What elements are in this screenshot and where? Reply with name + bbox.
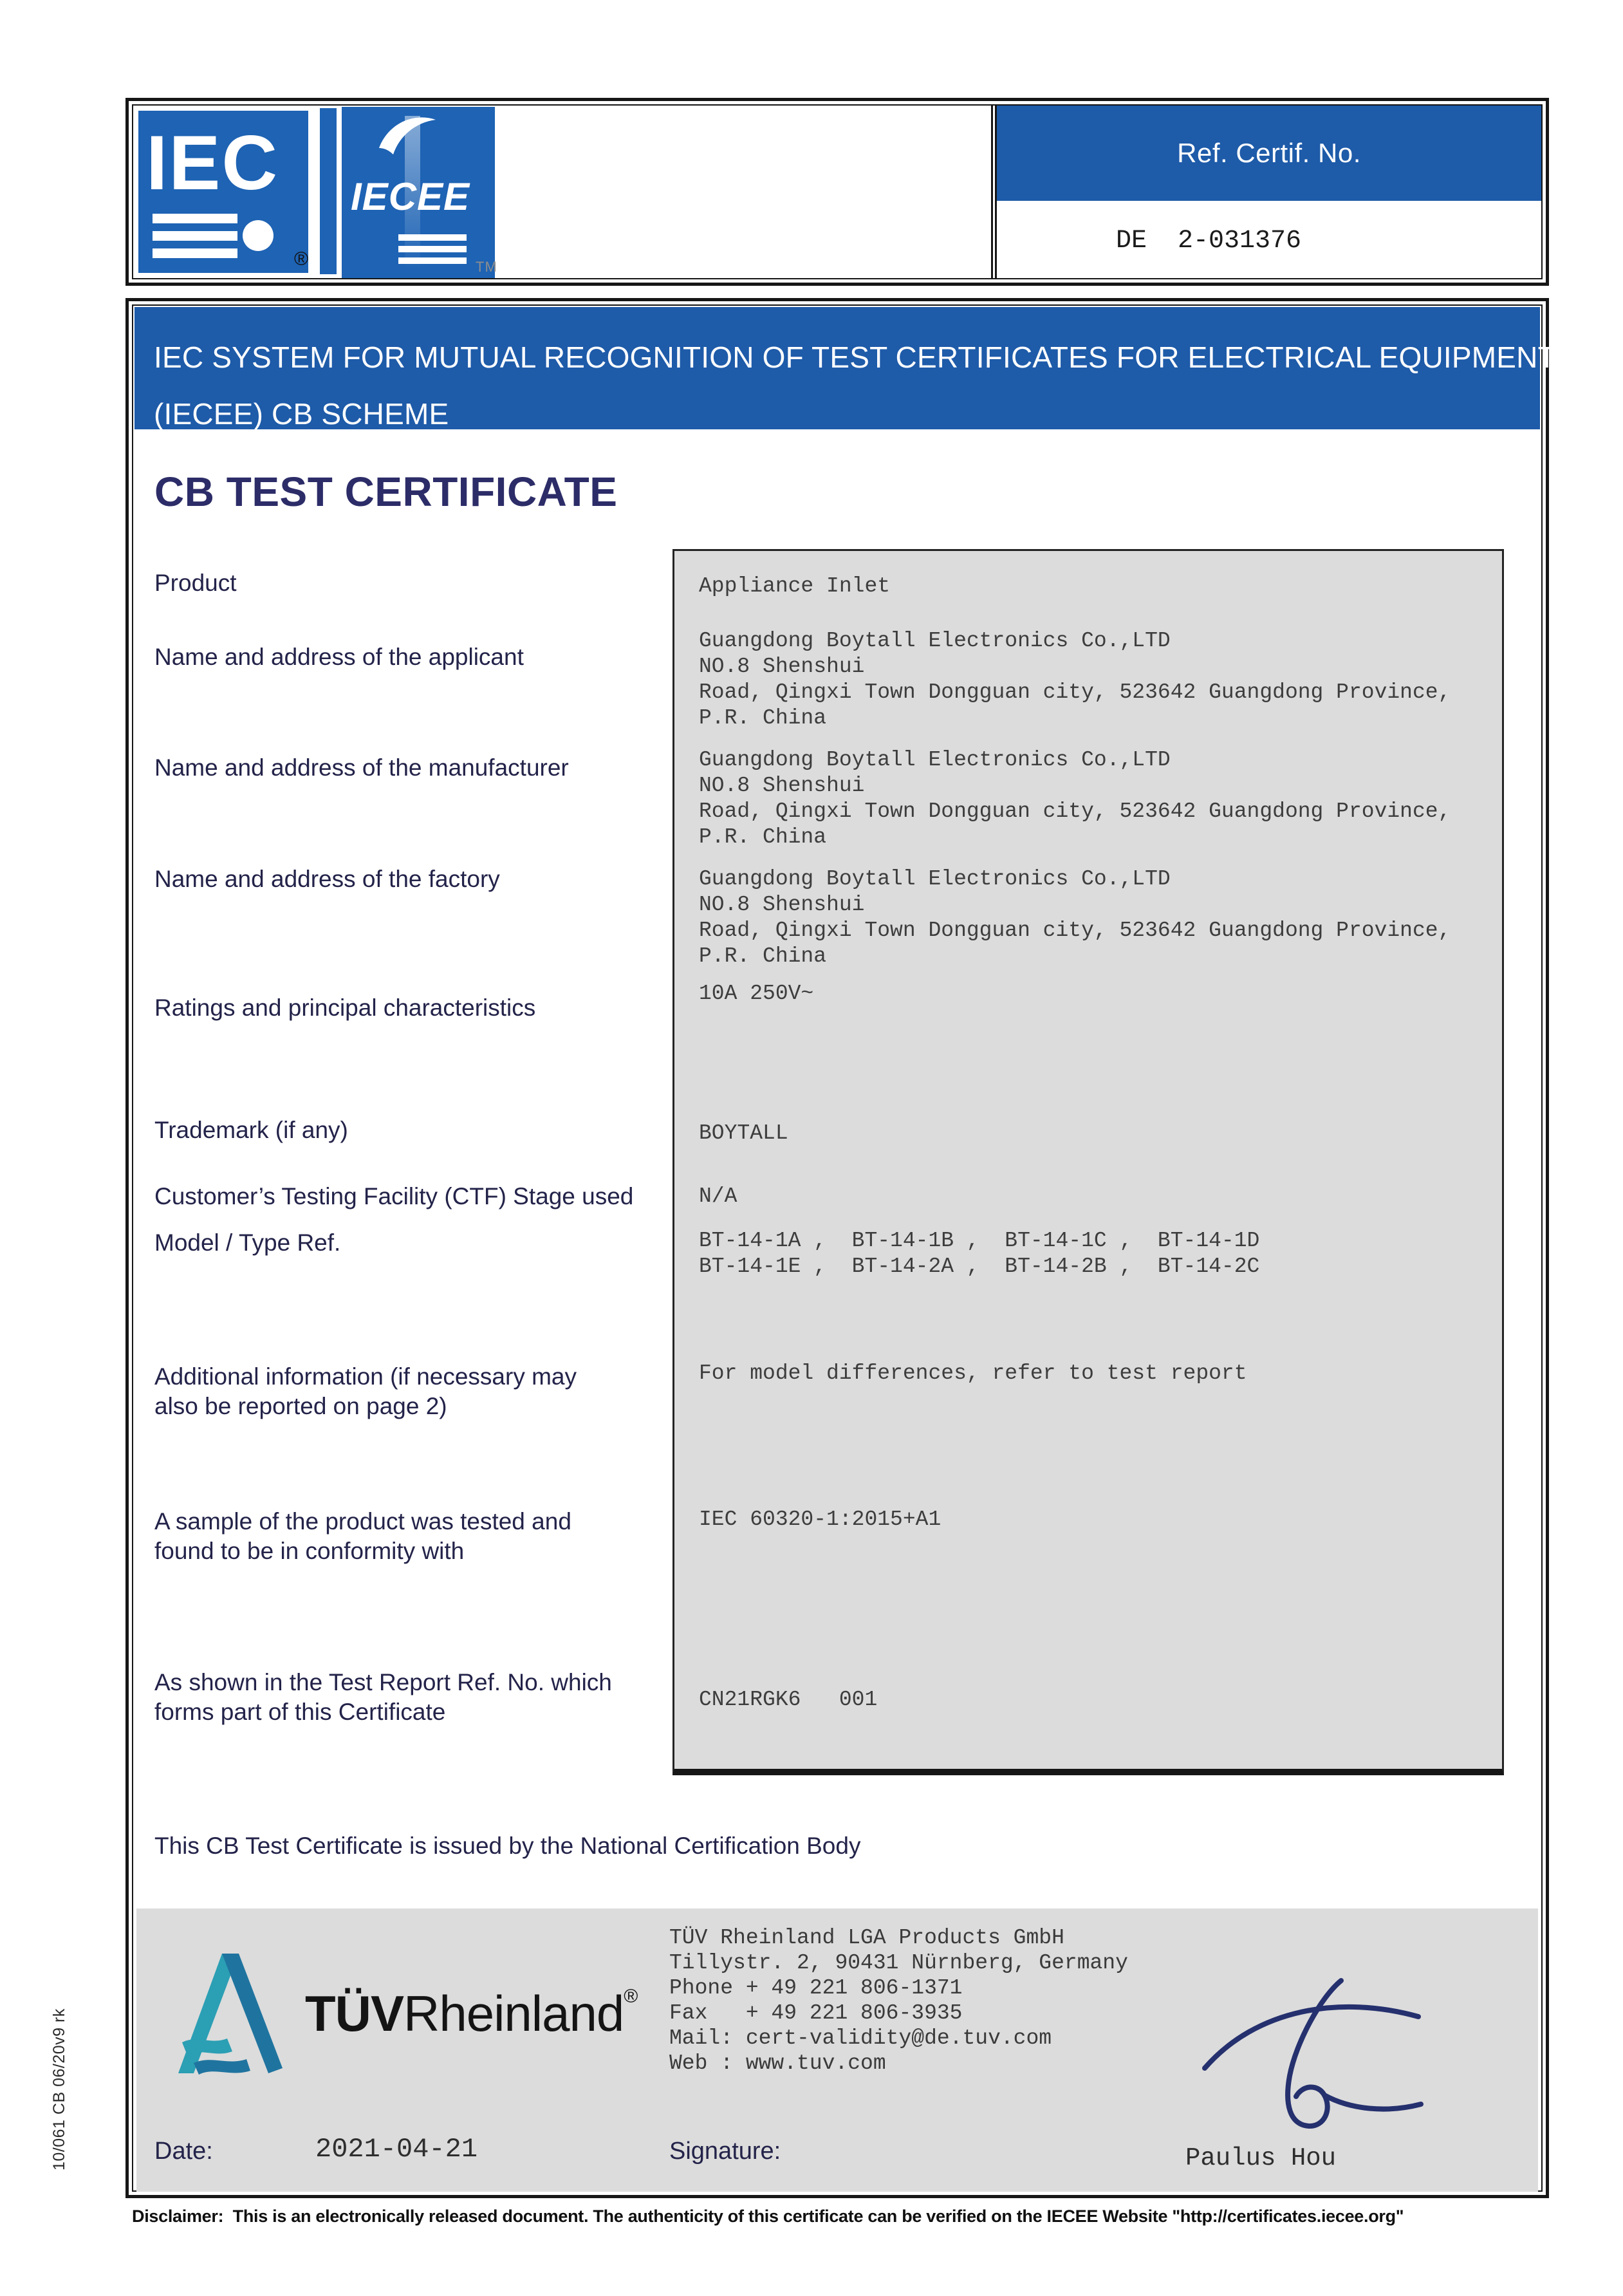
field-label-factory: Name and address of the factory [154, 866, 500, 892]
field-label-trademark: Trademark (if any) [154, 1117, 348, 1143]
field-value-manufacturer: Guangdong Boytall Electronics Co.,LTD NO.8 Shenshui Road, Qingxi Town Dongguan city, 523642 Guangdong Province, P.R. China [699, 748, 1451, 849]
ref-certif-number: DE 2-031376 [1116, 227, 1302, 256]
field-value-model: BT-14-1A , BT-14-1B , BT-14-1C , BT-14-1D BT-14-1E , BT-14-2A , BT-14-2B , BT-14-2C [699, 1229, 1260, 1278]
field-value-ratings: 10A 250V~ [699, 982, 814, 1005]
field-value-product: Appliance Inlet [699, 574, 891, 598]
tuv-brand-wordmark [305, 1984, 638, 2043]
trademark-mark: TM [476, 259, 497, 275]
issue-statement: This CB Test Certificate is issued by the National Certification Body [154, 1833, 861, 1859]
page-title: CB TEST CERTIFICATE [154, 469, 618, 515]
value-panel [672, 549, 1504, 1775]
iec-logo-icon [138, 111, 308, 273]
logo-divider-bar [320, 108, 337, 274]
signature-icon [1127, 1970, 1430, 2147]
ref-certif-banner [997, 106, 1541, 201]
field-value-applicant: Guangdong Boytall Electronics Co.,LTD NO.8 Shenshui Road, Qingxi Town Dongguan city, 523642 Guangdong Province, P.R. China [699, 629, 1451, 730]
registered-mark: ® [294, 248, 309, 270]
field-label-ratings: Ratings and principal characteristics [154, 994, 536, 1021]
svg-text:IECEE: IECEE [351, 175, 470, 218]
svg-text:IEC: IEC [146, 120, 279, 206]
field-value-report: CN21RGK6 001 [699, 1688, 878, 1712]
field-label-conformity: A sample of the product was tested and found to be in conformity with [154, 1508, 571, 1564]
field-label-manufacturer: Name and address of the manufacturer [154, 754, 569, 781]
field-value-ctf: N/A [699, 1184, 737, 1208]
ref-certif-section [991, 106, 1541, 278]
field-value-conformity: IEC 60320-1:2015+A1 [699, 1507, 941, 1531]
date-value: 2021-04-21 [315, 2134, 478, 2165]
signer-name: Paulus Hou [1185, 2144, 1337, 2172]
tuv-triangle-logo-icon [165, 1946, 294, 2082]
field-value-additional: For model differences, refer to test report [699, 1361, 1247, 1385]
tuv-brand-registered-mark: ® [624, 1986, 638, 2007]
signature-label: Signature: [669, 2138, 781, 2165]
tuv-brand-bold: TÜV [305, 1985, 403, 2042]
field-label-ctf: Customer’s Testing Facility (CTF) Stage used [154, 1183, 634, 1209]
field-label-applicant: Name and address of the applicant [154, 644, 524, 670]
disclaimer-text: Disclaimer: This is an electronically released document. The authenticity of this certificate can be verified on the IECEE Website "http://certificates.iecee.org" [132, 2207, 1404, 2226]
ref-certif-label: Ref. Certif. No. [1177, 138, 1361, 168]
body-frame [125, 298, 1556, 2198]
tuv-brand-regular: Rheinland [403, 1985, 624, 2042]
scheme-banner [134, 307, 1556, 431]
scheme-banner-line1: IEC SYSTEM FOR MUTUAL RECOGNITION OF TEST CERTIFICATES FOR ELECTRICAL EQUIPMENT [154, 341, 1556, 374]
footer-block [136, 1909, 1538, 2192]
scheme-banner-line2: (IECEE) CB SCHEME [154, 397, 449, 431]
field-label-product: Product [154, 570, 237, 596]
field-label-model: Model / Type Ref. [154, 1229, 341, 1256]
field-label-report: As shown in the Test Report Ref. No. which forms part of this Certificate [154, 1669, 612, 1725]
field-label-additional: Additional information (if necessary may also be reported on page 2) [154, 1363, 577, 1419]
side-form-code: 10/061 CB 06/20v9 rk [50, 2008, 68, 2170]
date-label: Date: [154, 2138, 213, 2165]
iecee-logo-icon [342, 107, 495, 278]
field-value-factory: Guangdong Boytall Electronics Co.,LTD NO.8 Shenshui Road, Qingxi Town Dongguan city, 523642 Guangdong Province, P.R. China [699, 867, 1451, 968]
header-frame [125, 98, 1549, 286]
ncb-contact-block: TÜV Rheinland LGA Products GmbH Tillystr. 2, 90431 Nürnberg, Germany Phone + 49 221 806-1371 Fax + 49 221 806-3935 Mail: cert-validity@de.tuv.com Web : www.tuv.com [669, 1926, 1128, 2075]
field-value-trademark: BOYTALL [699, 1121, 788, 1145]
